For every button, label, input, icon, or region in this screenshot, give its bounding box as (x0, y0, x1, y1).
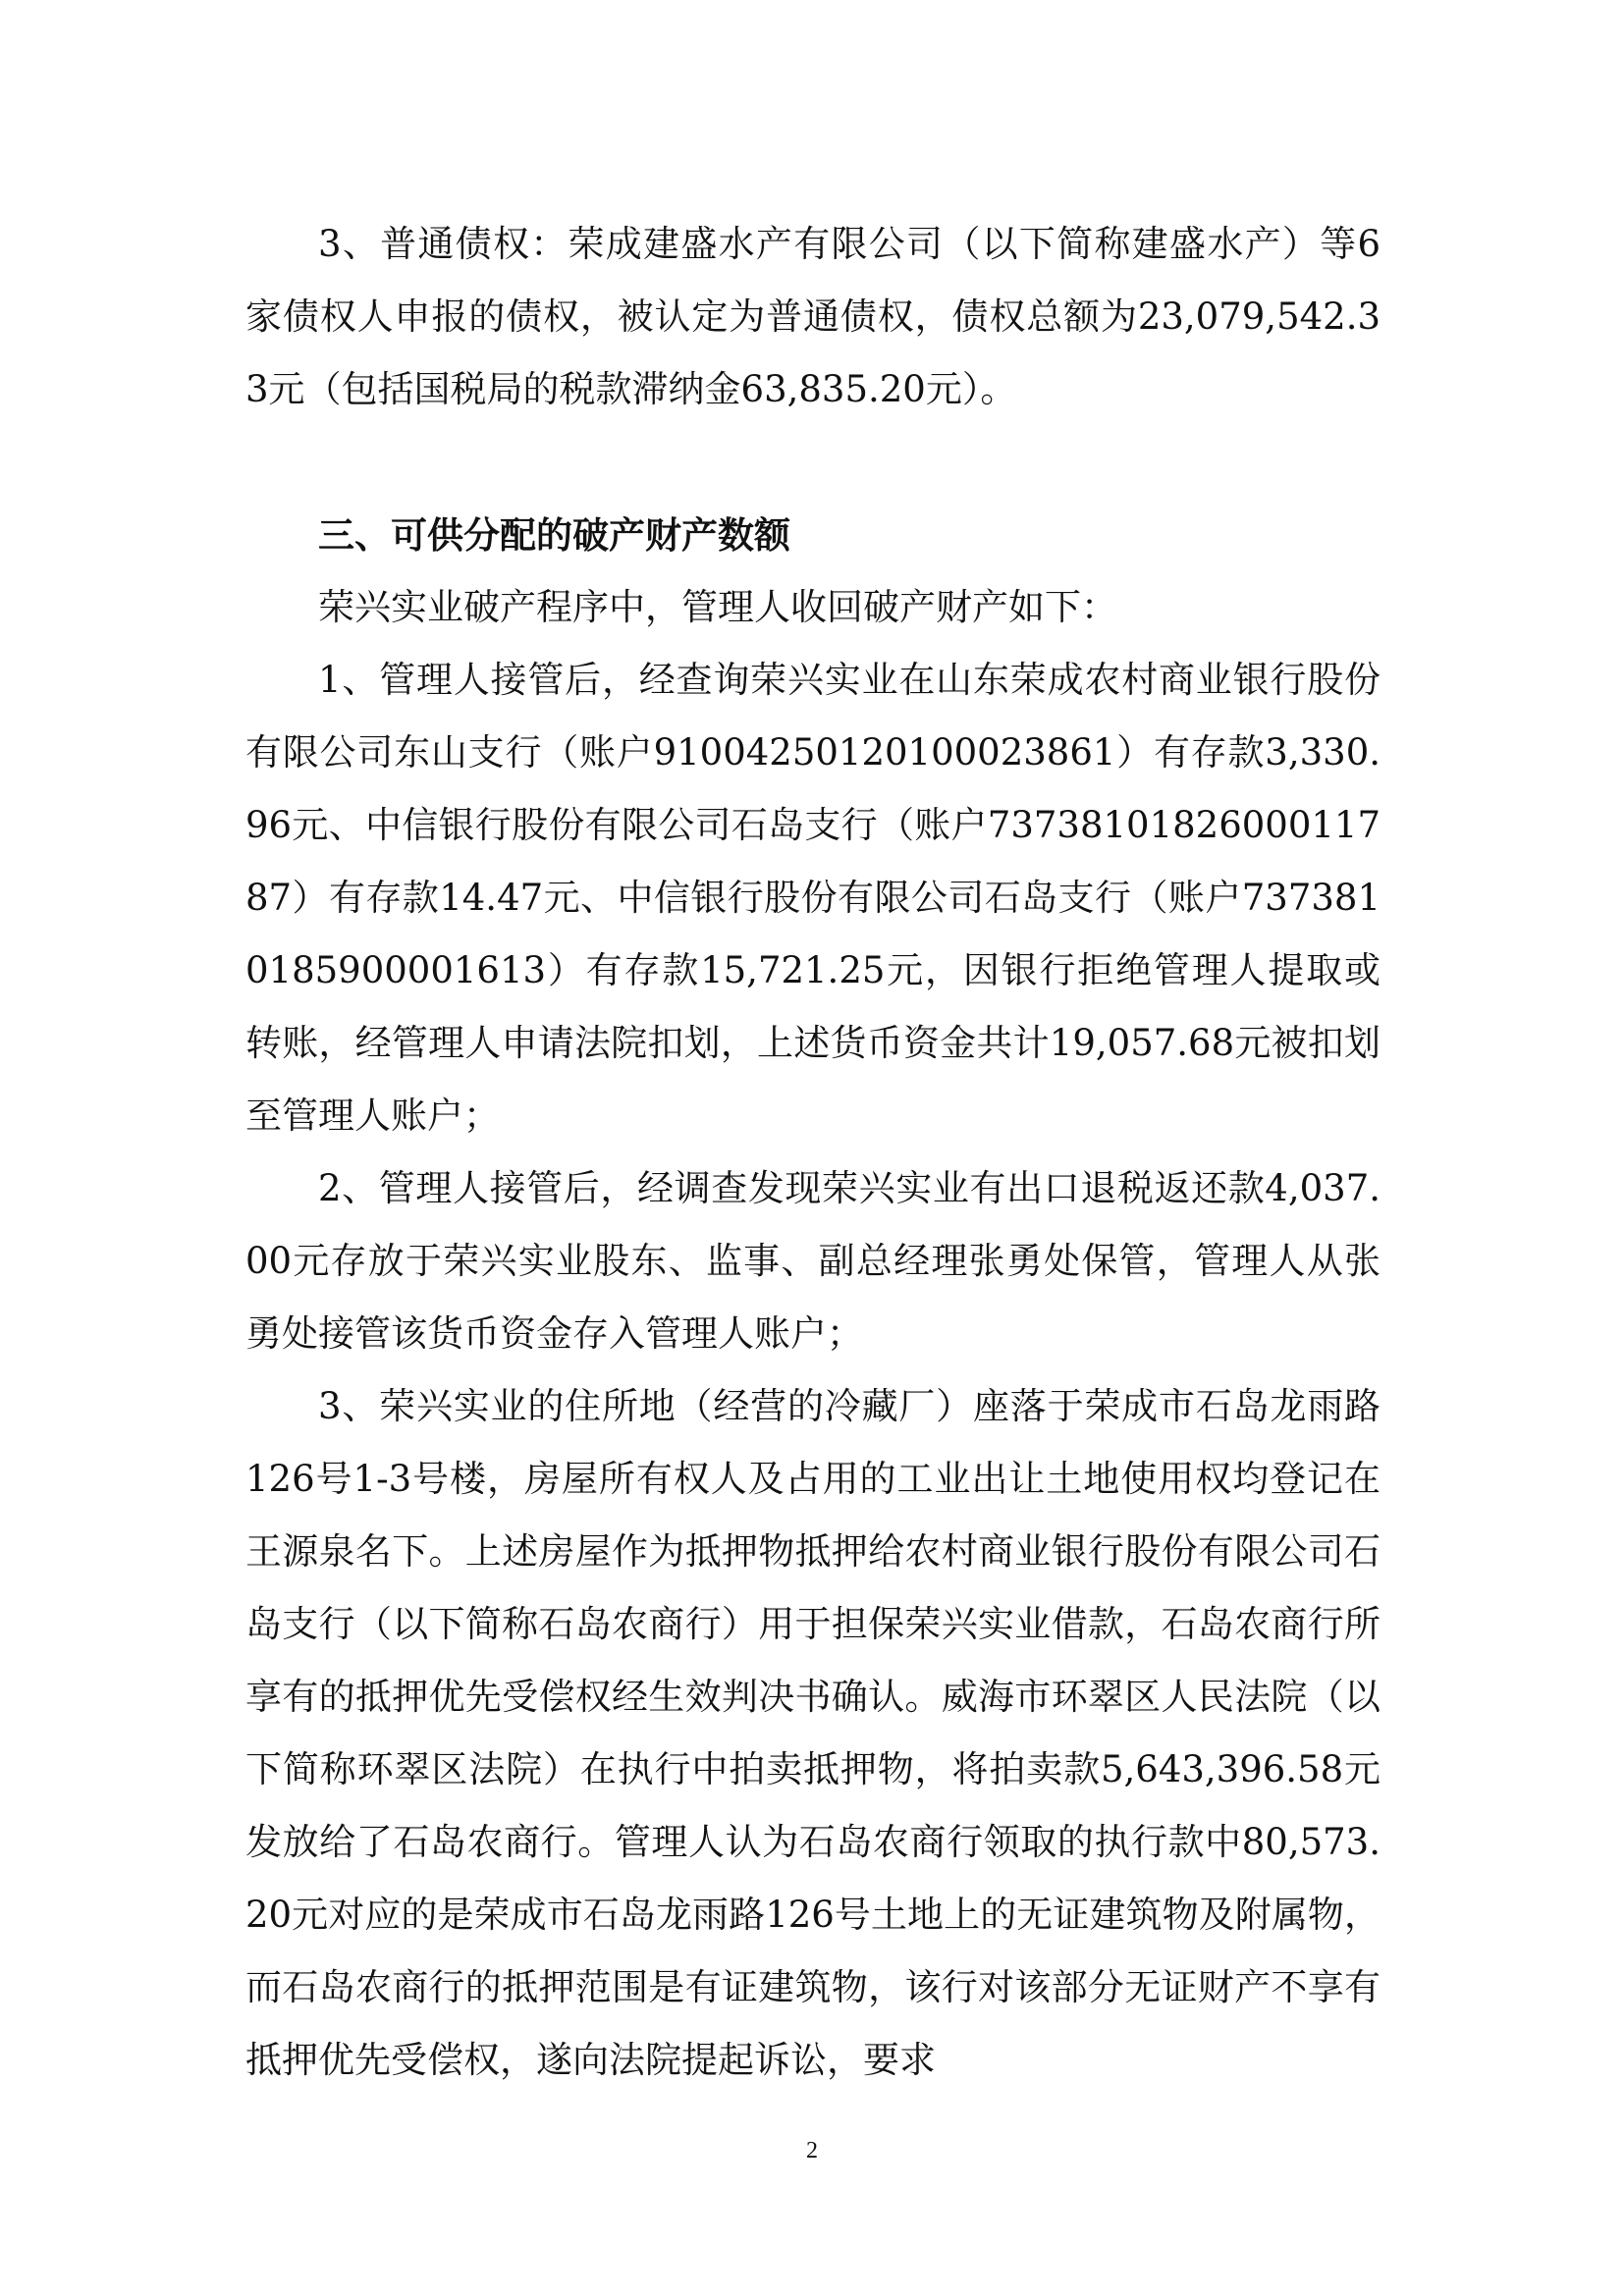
section-heading: 三、可供分配的破产财产数额 (318, 513, 790, 557)
paragraph-item-1: 1、管理人接管后，经查询荣兴实业在山东荣成农村商业银行股份有限公司东山支行（账户91004250120100023861）有存款3,330.96元、中信银行股份有限公司石岛支行（账户7373810182600011787）有存款14.47元、中信银行股份有限公司石岛支行（账户7373810185900001613）有存款15,721.25元，因银行拒绝管理人提取或转账，经管理人申请法院扣划，上述货币资金共计19,057.68元被扣划至管理人账户； (245, 659, 1380, 1137)
paragraph-item-2: 2、管理人接管后，经调查发现荣兴实业有出口退税返还款4,037.00元存放于荣兴实业股东、监事、副总经理张勇处保管，管理人从张勇处接管该货币资金存入管理人账户； (245, 1167, 1380, 1355)
section-gap (245, 426, 1380, 499)
paragraph-intro: 荣兴实业破产程序中，管理人收回破产财产如下： (318, 586, 1117, 628)
document-body (245, 208, 1380, 2097)
paragraph-item-3: 3、荣兴实业的住所地（经营的冷藏厂）座落于荣成市石岛龙雨路126号1-3号楼，房屋所有权人及占用的工业出让土地使用权均登记在王源泉名下。上述房屋作为抵押物抵押给农村商业银行股份有限公司石岛支行（以下简称石岛农商行）用于担保荣兴实业借款，石岛农商行所享有的抵押优先受偿权经生效判决书确认。威海市环翠区人民法院（以下简称环翠区法院）在执行中拍卖抵押物，将拍卖款5,643,396.58元发放给了石岛农商行。管理人认为石岛农商行领取的执行款中80,573.20元对应的是荣成市石岛龙雨路126号土地上的无证建筑物及附属物，而石岛农商行的抵押范围是有证建筑物，该行对该部分无证财产不享有抵押优先受偿权，遂向法院提起诉讼，要求 (245, 1385, 1380, 2081)
paragraph-general-claims: 3、普通债权：荣成建盛水产有限公司（以下简称建盛水产）等6家债权人申报的债权，被认定为普通债权，债权总额为23,079,542.33元（包括国税局的税款滞纳金63,835.20元）。 (245, 223, 1380, 410)
page-number: 2 (806, 2138, 818, 2163)
